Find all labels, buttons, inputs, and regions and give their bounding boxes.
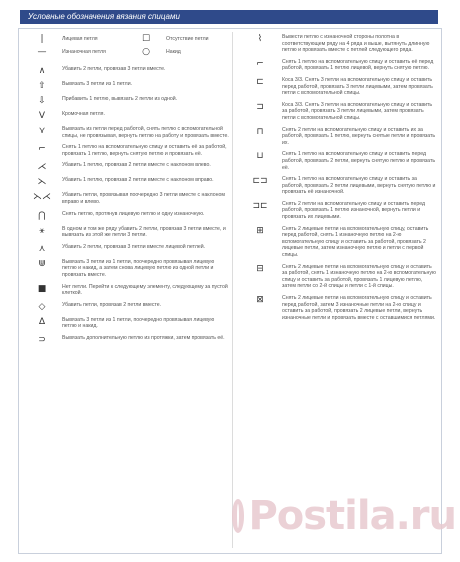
double-slant-icon: ⋋⋌ (33, 192, 51, 203)
page-title: Условные обозначения вязания спицами (20, 10, 438, 24)
symbol-row (22, 162, 230, 172)
slant-left-icon: ⋋ (37, 177, 47, 188)
symbol-description: Снять петлю, протянув лицевую петлю и одну изнаночную. (62, 210, 205, 217)
symbol-row (238, 151, 436, 171)
legend-label: Изнаночная петля (62, 49, 106, 55)
wheat-stalk-icon: ⌇ (257, 34, 263, 44)
symbol-row (22, 317, 230, 330)
legend-item (22, 34, 126, 44)
v-mark-icon: V (38, 111, 46, 121)
symbol-description: Снять 2 лицевые петли на вспомогательную спицу и оставить перед работой, затем 3 изнаночные петли на 2-ю спицу и оставить за работой, провязать 2 лицевые петли, вернуть изнаночные петли и провязать вместе с оставшимися петлями. (282, 295, 436, 321)
symbol-row (22, 284, 230, 297)
peak-icon: ⋏ (38, 243, 46, 254)
double-arrow-up-icon: ⇧ (38, 81, 46, 91)
symbol-row (238, 34, 436, 54)
star-cross-icon: ⚹ (39, 225, 45, 236)
symbol-description: Снять 2 лицевые петли на вспомогательную спицу и оставить за работой, снять 1 изнаночную петлю на 2-ю вспомогательную спицу и оставить за работой, провязать 1 лицевую петлю, затем петли со 2-й спицы и петли с 1-й спицы. (282, 263, 436, 290)
symbol-description: В одном и том же ряду убавить 2 петли, провязав 3 петли вместе, и вывязать из этой же петли 3 петли. (62, 225, 226, 239)
symbol-description: Снять 1 петлю на вспомогательную спицу и оставить за работой, провязать 2 петли лицевыми, вернуть снятую петлю и провязать её изнаночной. (282, 176, 436, 196)
legend-label: Накид (166, 49, 181, 55)
symbol-row (238, 102, 436, 122)
symbol-description: Вывязать 3 петли из 1 петли. (62, 81, 133, 87)
box-cross-2-icon: ⊓ (256, 126, 264, 137)
box-cross-3-icon: ⊔ (256, 151, 264, 162)
symbol-description: Вывязать дополнительную петлю из протяжки, затем провязать её. (62, 334, 225, 341)
symbol-row (22, 192, 230, 205)
symbol-description: Убавить петли, провязывая поочередно 3 петли вместе с наклоном вправо и влево. (62, 192, 225, 205)
symbol-description: Снять 2 петли на вспомогательную спицу и оставить перед работой, провязать 1 петлю изнаночной, вернуть петли и провязать их лицевыми. (282, 200, 426, 221)
symbol-row (22, 244, 230, 254)
filled-square-icon: ■ (37, 283, 47, 294)
step-right-icon: ⌐ (256, 58, 264, 69)
symbol-row (238, 295, 436, 321)
symbol-row (238, 264, 436, 290)
symbol-row (22, 81, 230, 91)
symbol-description: Коса 3/3. Снять 3 петли на вспомогательную спицу и оставить за работой, провязать 3 петли лицевыми, затем провязать петли с вспомогательной спицы. (282, 101, 433, 121)
symbol-row (22, 177, 230, 187)
legend-label: Отсутствие петли (166, 36, 209, 42)
watermark (232, 488, 456, 544)
legend-item (22, 47, 126, 57)
cross-box-icon: ⊏ (256, 76, 264, 87)
symbol-row (22, 226, 230, 239)
symbol-row (22, 302, 230, 312)
cross-box-right-icon: ⊐ (256, 101, 264, 112)
triangle-icon: ∆ (38, 316, 46, 327)
symbol-description: Убавить 2 петли, провязав 3 петли вместе. (62, 66, 166, 72)
right-column (238, 34, 436, 326)
watermark-text: Postila.ru (248, 493, 456, 539)
vertical-line-icon: | (40, 34, 44, 44)
symbol-row (22, 96, 230, 106)
symbol-description: Нет петли. Перейти к следующему элементу, следующему за пустой клеткой. (62, 283, 228, 297)
step-icon: ⌐ (38, 144, 46, 155)
symbol-row (238, 176, 436, 196)
symbol-description: Коса 3/3. Снять 3 петли на вспомогательную спицу и оставить перед работой, провязать 3 петли лицевыми, затем провязать петли с вспомогательной спицы. (282, 76, 433, 97)
cable-right-icon: ⊐⊏ (252, 200, 268, 211)
symbol-row (238, 77, 436, 97)
symbol-row (22, 335, 230, 345)
hook-icon: ⊃ (38, 334, 46, 345)
symbol-row (238, 226, 436, 259)
dash-icon: — (37, 47, 47, 57)
column-divider (232, 32, 233, 548)
symbol-description: Снять 1 петлю на вспомогательную спицу и оставить перед работой, провязать 2 петли, вернуть снятую петлю и провязать её. (282, 151, 436, 171)
symbol-description: Вывести петлю с изнаночной стороны полотна в соответствующем ряду на 4 ряда и выше, вытянуть длинную петлю и провязать вместе с петлей следующего ряда. (282, 34, 430, 54)
symbol-description: Вывязать из петли перед работой, снять петлю с вспомогательной спицы, не провязывая, вернуть петлю на работу и провязать вместе. (62, 126, 229, 139)
symbol-description: Убавить 1 петлю, провязав 2 петли вместе с наклоном влево. (62, 162, 211, 169)
symbol-description: Кромочная петля. (62, 111, 105, 117)
symbol-description: Убавить петли, провязав 2 петли вместе. (62, 301, 162, 308)
symbol-description: Снять 1 петлю на вспомогательную спицу и оставить её перед работой, провязать 1 петлю лицевой, вернуть снятую петлю. (282, 58, 434, 72)
cable-wide-3-icon: ⊠ (256, 295, 264, 305)
legend-label: Лицевая петля (62, 36, 98, 42)
symbol-description: Вывязать 3 петли из 1 петли, поочередно провязывая лицевую петлю и накид. (62, 316, 215, 330)
diamond-icon: ◇ (38, 301, 46, 312)
arrow-down-icon: ⇩ (38, 96, 46, 106)
circle-icon: ○ (142, 47, 150, 57)
empty-square-icon: ☐ (141, 34, 151, 44)
symbol-row (22, 111, 230, 121)
cable-left-icon: ⊏⊐ (252, 176, 268, 187)
slant-right-icon: ⋌ (37, 162, 47, 173)
bowl-icon: ⋓ (38, 258, 46, 269)
symbol-row (22, 144, 230, 157)
symbol-description: Снять 1 петлю на вспомогательную спицу и оставить её за работой, провязать 1 петлю, вернуть снятую петлю и провязать её. (62, 144, 227, 157)
cable-wide-2-icon: ⊟ (256, 263, 264, 274)
legend-item (126, 47, 230, 57)
symbol-description: Снять 2 петли на вспомогательную спицу и оставить их за работой, провязать 1 петлю, вернуть снятые петли и провязать их. (282, 126, 436, 146)
arch-icon: ⋂ (38, 210, 46, 221)
symbol-row (22, 66, 230, 76)
left-symbol-list (22, 66, 230, 345)
symbol-row (238, 59, 436, 72)
symbol-row (238, 201, 436, 221)
symbol-description: Вывязать 3 петли из 1 петли, поочередно провязывая лицевую петлю и накид, а затем снова лицевую петлю из одной петли и провязать вместе. (62, 258, 215, 278)
right-symbol-list (238, 34, 436, 321)
symbol-row (22, 259, 230, 279)
symbol-row (22, 211, 230, 221)
arrow-up-icon: ∧ (38, 66, 46, 76)
symbol-description: Прибавить 1 петлю, вывязать 2 петли из одной. (62, 96, 178, 102)
symbol-description: Убавить 1 петлю, провязав 2 петли вместе с наклоном вправо. (62, 177, 214, 184)
branch-icon: ⋎ (38, 126, 46, 136)
symbol-row (22, 126, 230, 139)
legend-item (126, 34, 230, 44)
watermark-logo-icon (232, 499, 244, 533)
cable-wide-icon: ⊞ (256, 225, 264, 236)
symbol-description: Снять 2 лицевые петли на вспомогательную спицу, оставить перед работой, снять 1 изнаночную петлю на 2-ю вспомогательную спицу и оставить за работой, провязать 2 лицевые петли, затем изнаночную петлю и петли с первой спицы. (282, 225, 429, 259)
symbol-row (238, 127, 436, 147)
basic-legend (22, 34, 230, 60)
left-column (22, 34, 230, 350)
symbol-description: Убавить 2 петли, провязав 3 петли вместе лицевой петлей. (62, 243, 206, 250)
